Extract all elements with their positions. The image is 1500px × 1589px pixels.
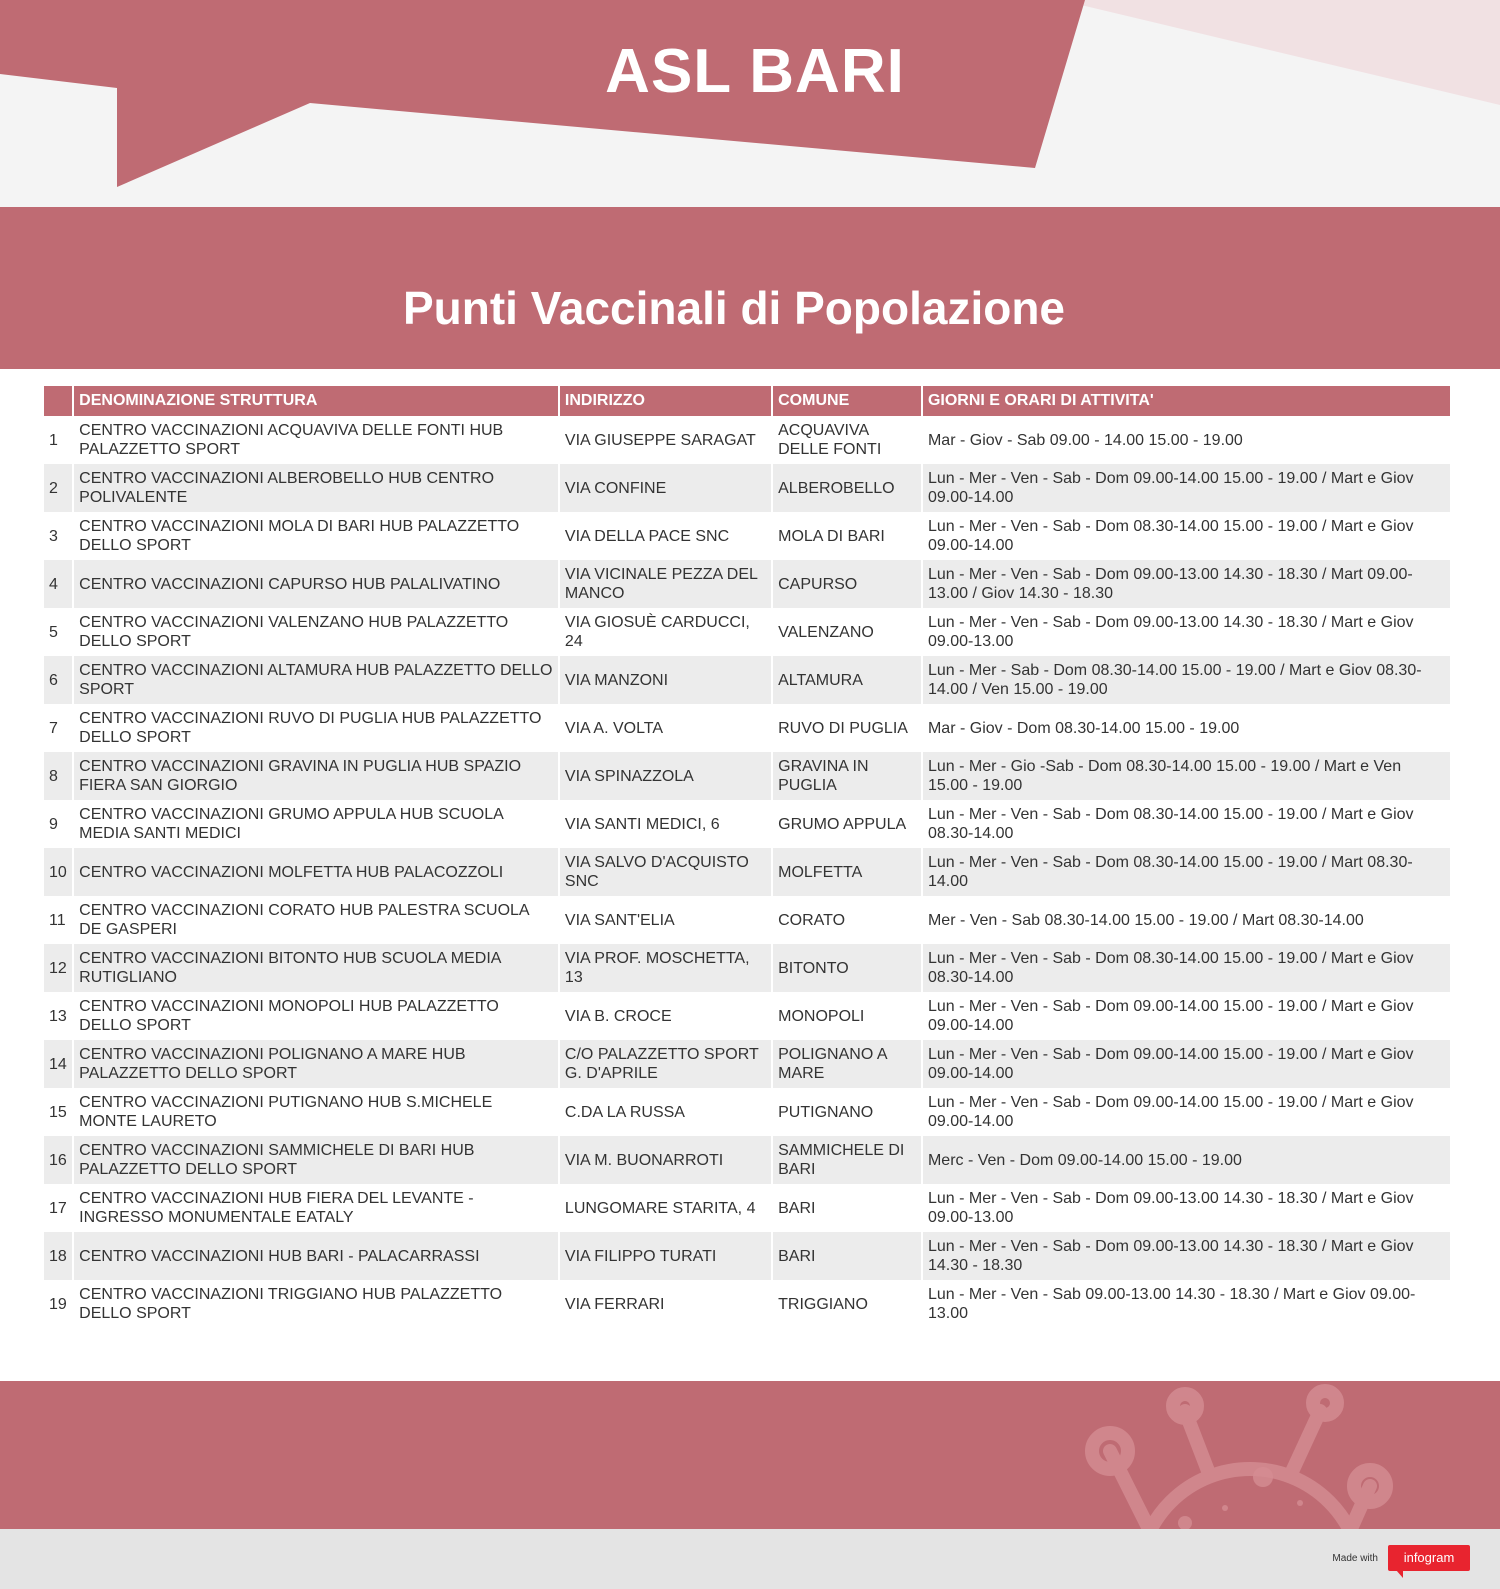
column-header-schedule: GIORNI E ORARI DI ATTIVITA' xyxy=(923,386,1450,416)
table-row xyxy=(44,1280,1450,1328)
cell-structure-name: CENTRO VACCINAZIONI ACQUAVIVA DELLE FONTI HUB PALAZZETTO SPORT xyxy=(79,422,504,458)
table-row xyxy=(44,1040,1450,1088)
cell-row-number: 8 xyxy=(44,752,72,800)
cell-row-number: 5 xyxy=(49,623,58,641)
column-header-address: INDIRIZZO xyxy=(560,386,771,416)
cell-schedule: Lun - Mer - Sab - Dom 08.30-14.00 15.00 - 19.00 / Mart e Giov 08.30-14.00 / Ven 15.00 - 19.00 xyxy=(923,656,1450,704)
cell-row-number: 10 xyxy=(44,848,72,896)
cell-structure-name: CENTRO VACCINAZIONI POLIGNANO A MARE HUB PALAZZETTO DELLO SPORT xyxy=(74,1040,558,1088)
cell-address: VIA SPINAZZOLA xyxy=(560,752,771,800)
table-row xyxy=(44,608,1450,656)
cell-structure-name: CENTRO VACCINAZIONI ALTAMURA HUB PALAZZETTO DELLO SPORT xyxy=(74,656,558,704)
cell-structure-name: CENTRO VACCINAZIONI ALBEROBELLO HUB CENTRO POLIVALENTE xyxy=(74,464,558,512)
cell-schedule: Lun - Mer - Ven - Sab - Dom 08.30-14.00 15.00 - 19.00 / Mart 08.30-14.00 xyxy=(923,848,1450,896)
made-with-label: Made with xyxy=(1332,1553,1378,1564)
cell-address: C/O PALAZZETTO SPORT G. D'APRILE xyxy=(560,1040,771,1088)
cell-structure-name: CENTRO VACCINAZIONI MOLA DI BARI HUB PALAZZETTO DELLO SPORT xyxy=(79,518,520,554)
column-header-number xyxy=(44,386,72,416)
cell-address: VIA SANTI MEDICI, 6 xyxy=(564,815,720,833)
cell-row-number: 12 xyxy=(44,944,72,992)
table-row xyxy=(44,896,1450,944)
cell-schedule: Lun - Mer - Ven - Sab - Dom 09.00-13.00 14.30 - 18.30 / Mart e Giov 09.00-13.00 xyxy=(927,1190,1414,1226)
cell-row-number: 4 xyxy=(44,560,72,608)
cell-schedule: Lun - Mer - Ven - Sab - Dom 09.00-14.00 15.00 - 19.00 / Mart e Giov 09.00-14.00 xyxy=(927,1094,1414,1130)
vaccination-table-container xyxy=(42,386,1452,1328)
cell-municipality: VALENZANO xyxy=(778,623,874,641)
cell-municipality: PUTIGNANO xyxy=(778,1103,874,1121)
cell-address: C.DA LA RUSSA xyxy=(564,1103,685,1121)
cell-municipality: ALBEROBELLO xyxy=(773,464,921,512)
cell-schedule: Lun - Mer - Ven - Sab - Dom 09.00-13.00 14.30 - 18.30 / Mart e Giov 14.30 - 18.30 xyxy=(923,1232,1450,1280)
header-title: ASL BARI xyxy=(605,37,905,106)
cell-address: VIA PROF. MOSCHETTA, 13 xyxy=(560,944,771,992)
cell-schedule: Lun - Mer - Ven - Sab - Dom 09.00-14.00 15.00 - 19.00 / Mart e Giov 09.00-14.00 xyxy=(923,1040,1450,1088)
cell-municipality: SAMMICHELE DI BARI xyxy=(773,1136,921,1184)
cell-structure-name: CENTRO VACCINAZIONI MONOPOLI HUB PALAZZETTO DELLO SPORT xyxy=(79,998,499,1034)
cell-structure-name: CENTRO VACCINAZIONI SAMMICHELE DI BARI HUB PALAZZETTO DELLO SPORT xyxy=(74,1136,558,1184)
column-header-structure: DENOMINAZIONE STRUTTURA xyxy=(74,386,558,416)
cell-schedule: Lun - Mer - Ven - Sab - Dom 08.30-14.00 15.00 - 19.00 / Mart e Giov 08.30-14.00 xyxy=(927,806,1414,842)
table-row xyxy=(44,1136,1450,1184)
cell-schedule: Lun - Mer - Ven - Sab 09.00-13.00 14.30 - 18.30 / Mart e Giov 09.00-13.00 xyxy=(927,1286,1416,1322)
cell-municipality: BARI xyxy=(778,1199,816,1217)
cell-address: VIA FERRARI xyxy=(564,1295,665,1313)
cell-row-number: 14 xyxy=(44,1040,72,1088)
cell-structure-name: CENTRO VACCINAZIONI BITONTO HUB SCUOLA MEDIA RUTIGLIANO xyxy=(74,944,558,992)
cell-address: VIA B. CROCE xyxy=(564,1007,672,1025)
vaccination-points-table xyxy=(42,386,1452,1328)
table-row xyxy=(44,944,1450,992)
cell-address: VIA CONFINE xyxy=(560,464,771,512)
cell-address: VIA GIUSEPPE SARAGAT xyxy=(564,431,756,449)
cell-row-number: 15 xyxy=(49,1103,67,1121)
cell-structure-name: CENTRO VACCINAZIONI PUTIGNANO HUB S.MICHELE MONTE LAURETO xyxy=(79,1094,493,1130)
cell-address: VIA A. VOLTA xyxy=(564,719,664,737)
table-row xyxy=(44,704,1450,752)
virus-icon xyxy=(0,1381,1500,1529)
cell-structure-name: CENTRO VACCINAZIONI VALENZANO HUB PALAZZETTO DELLO SPORT xyxy=(79,614,509,650)
cell-municipality: CAPURSO xyxy=(773,560,921,608)
cell-schedule: Lun - Mer - Ven - Sab - Dom 09.00-14.00 15.00 - 19.00 / Mart e Giov 09.00-14.00 xyxy=(927,998,1414,1034)
cell-structure-name: CENTRO VACCINAZIONI CORATO HUB PALESTRA SCUOLA DE GASPERI xyxy=(79,902,529,938)
cell-row-number: 9 xyxy=(49,815,58,833)
cell-structure-name: CENTRO VACCINAZIONI MOLFETTA HUB PALACOZZOLI xyxy=(74,848,558,896)
table-row xyxy=(44,1088,1450,1136)
cell-municipality: ACQUAVIVA DELLE FONTI xyxy=(778,422,882,458)
table-row xyxy=(44,800,1450,848)
cell-municipality: POLIGNANO A MARE xyxy=(773,1040,921,1088)
cell-schedule: Mar - Giov - Dom 08.30-14.00 15.00 - 19.00 xyxy=(927,719,1240,737)
cell-row-number: 6 xyxy=(44,656,72,704)
cell-structure-name: CENTRO VACCINAZIONI HUB BARI - PALACARRASSI xyxy=(74,1232,558,1280)
cell-schedule: Mar - Giov - Sab 09.00 - 14.00 15.00 - 19.00 xyxy=(927,431,1243,449)
table-row xyxy=(44,656,1450,704)
cell-municipality: TRIGGIANO xyxy=(778,1295,868,1313)
cell-row-number: 19 xyxy=(49,1295,67,1313)
cell-row-number: 7 xyxy=(49,719,58,737)
cell-address: VIA GIOSUÈ CARDUCCI, 24 xyxy=(564,614,750,650)
cell-schedule: Lun - Mer - Ven - Sab - Dom 09.00-13.00 14.30 - 18.30 / Mart e Giov 09.00-13.00 xyxy=(927,614,1414,650)
table-row xyxy=(44,416,1450,464)
cell-municipality: BITONTO xyxy=(773,944,921,992)
table-row xyxy=(44,752,1450,800)
table-row xyxy=(44,992,1450,1040)
bottom-bar xyxy=(0,1529,1500,1589)
cell-schedule: Merc - Ven - Dom 09.00-14.00 15.00 - 19.00 xyxy=(923,1136,1450,1184)
cell-address: VIA M. BUONARROTI xyxy=(560,1136,771,1184)
cell-address: LUNGOMARE STARITA, 4 xyxy=(564,1199,756,1217)
cell-row-number: 18 xyxy=(44,1232,72,1280)
table-row xyxy=(44,560,1450,608)
cell-structure-name: CENTRO VACCINAZIONI GRUMO APPULA HUB SCUOLA MEDIA SANTI MEDICI xyxy=(79,806,503,842)
table-row xyxy=(44,512,1450,560)
cell-address: VIA FILIPPO TURATI xyxy=(560,1232,771,1280)
cell-structure-name: CENTRO VACCINAZIONI GRAVINA IN PUGLIA HUB SPAZIO FIERA SAN GIORGIO xyxy=(74,752,558,800)
cell-row-number: 16 xyxy=(44,1136,72,1184)
cell-structure-name: CENTRO VACCINAZIONI CAPURSO HUB PALALIVATINO xyxy=(74,560,558,608)
cell-schedule: Lun - Mer - Ven - Sab - Dom 09.00-13.00 14.30 - 18.30 / Mart 09.00-13.00 / Giov 14.30 - 18.30 xyxy=(923,560,1450,608)
column-header-municipality: COMUNE xyxy=(773,386,921,416)
cell-row-number: 11 xyxy=(49,911,66,929)
table-row xyxy=(44,464,1450,512)
cell-row-number: 13 xyxy=(49,1007,67,1025)
page-title: Punti Vaccinali di Popolazione xyxy=(402,282,1065,334)
table-row xyxy=(44,1184,1450,1232)
cell-row-number: 3 xyxy=(49,527,58,545)
cell-address: VIA SALVO D'ACQUISTO SNC xyxy=(560,848,771,896)
infogram-logo-link[interactable]: infogram xyxy=(1388,1545,1470,1571)
cell-address: VIA DELLA PACE SNC xyxy=(564,527,730,545)
cell-structure-name: CENTRO VACCINAZIONI HUB FIERA DEL LEVANTE - INGRESSO MONUMENTALE EATALY xyxy=(79,1190,474,1226)
cell-schedule: Lun - Mer - Ven - Sab - Dom 09.00-14.00 15.00 - 19.00 / Mart e Giov 09.00-14.00 xyxy=(923,464,1450,512)
cell-address: VIA MANZONI xyxy=(560,656,771,704)
cell-municipality: MOLA DI BARI xyxy=(778,527,885,545)
table-row xyxy=(44,1232,1450,1280)
cell-schedule: Lun - Mer - Gio -Sab - Dom 08.30-14.00 15.00 - 19.00 / Mart e Ven 15.00 - 19.00 xyxy=(923,752,1450,800)
footer-band xyxy=(0,1381,1500,1529)
cell-row-number: 17 xyxy=(49,1199,67,1217)
cell-municipality: MOLFETTA xyxy=(773,848,921,896)
cell-schedule: Lun - Mer - Ven - Sab - Dom 08.30-14.00 15.00 - 19.00 / Mart e Giov 08.30-14.00 xyxy=(923,944,1450,992)
cell-municipality: RUVO DI PUGLIA xyxy=(778,719,908,737)
cell-structure-name: CENTRO VACCINAZIONI TRIGGIANO HUB PALAZZETTO DELLO SPORT xyxy=(79,1286,503,1322)
cell-municipality: BARI xyxy=(773,1232,921,1280)
cell-municipality: ALTAMURA xyxy=(773,656,921,704)
cell-schedule: Lun - Mer - Ven - Sab - Dom 08.30-14.00 15.00 - 19.00 / Mart e Giov 09.00-14.00 xyxy=(927,518,1414,554)
header xyxy=(0,0,1500,207)
cell-municipality: GRUMO APPULA xyxy=(778,815,907,833)
title-band xyxy=(0,207,1500,369)
cell-schedule: Mer - Ven - Sab 08.30-14.00 15.00 - 19.00 / Mart 08.30-14.00 xyxy=(927,911,1364,929)
table-row xyxy=(44,848,1450,896)
cell-address: VIA SANT'ELIA xyxy=(564,911,675,929)
cell-municipality: MONOPOLI xyxy=(778,1007,865,1025)
cell-row-number: 2 xyxy=(44,464,72,512)
cell-row-number: 1 xyxy=(49,431,58,449)
cell-municipality: CORATO xyxy=(778,911,846,929)
cell-structure-name: CENTRO VACCINAZIONI RUVO DI PUGLIA HUB PALAZZETTO DELLO SPORT xyxy=(79,710,542,746)
table-header-row xyxy=(44,386,1450,416)
cell-municipality: GRAVINA IN PUGLIA xyxy=(773,752,921,800)
cell-address: VIA VICINALE PEZZA DEL MANCO xyxy=(560,560,771,608)
